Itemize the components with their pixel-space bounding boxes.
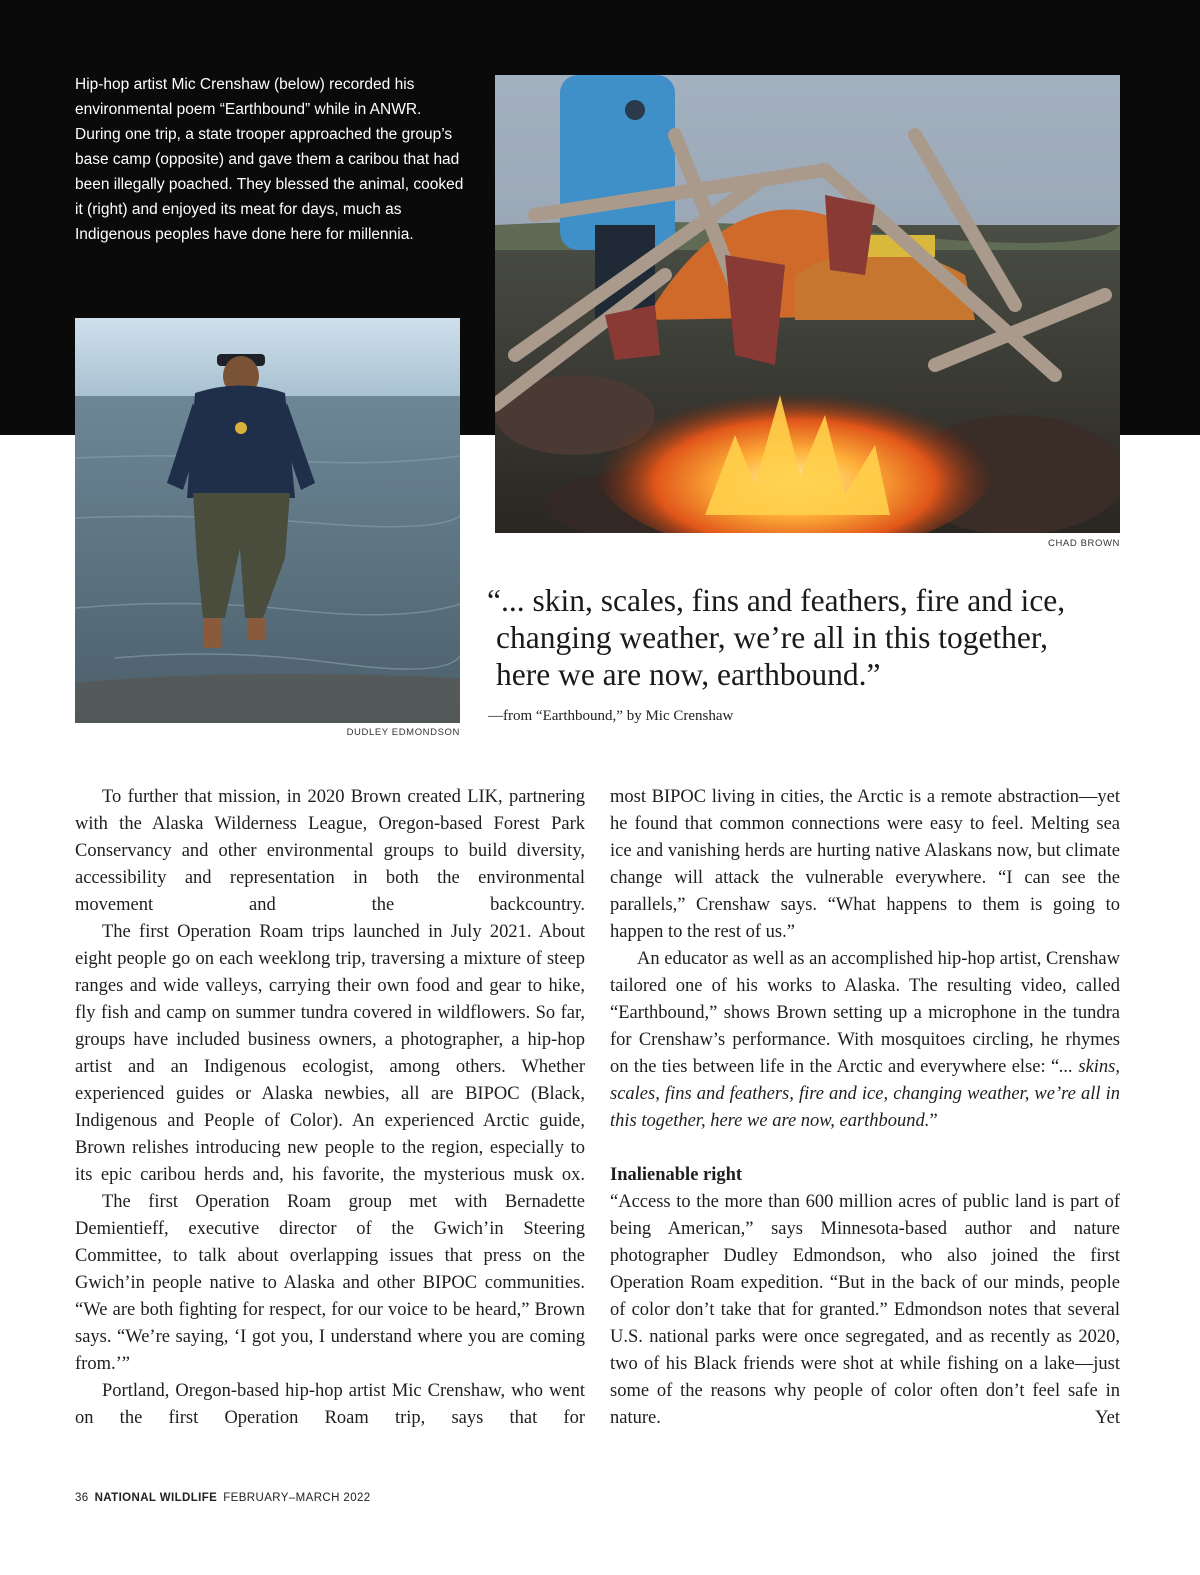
issue-date: FEBRUARY–MARCH 2022	[223, 1492, 371, 1504]
man-in-water-photo	[75, 318, 460, 723]
pull-quote-line-3: here we are now, earthbound.”	[496, 657, 881, 692]
body-column-left	[75, 784, 585, 1432]
body-paragraph-lyric	[610, 946, 1120, 1135]
body-paragraph: Portland, Oregon-based hip-hop artist Mic Crenshaw, who went on the first Operation Roam trip, says that for	[75, 1381, 585, 1428]
body-paragraph: The first Operation Roam group met with Bernadette Demientieff, executive director of the Gwich’in Steering Committee, to talk about overlapping issues that press on the Gwich’in people native to Alaska and other BIPOC communities. “We are both fighting for respect, for our voice to be heard,” Brown says. “We’re saying, ‘I got you, I understand where you are coming from.’”	[75, 1192, 585, 1374]
body-paragraph: To further that mission, in 2020 Brown created LIK, partnering with the Alaska Wilderness League, Oregon-based Forest Park Conservancy and other environmental groups to build diversity, accessibility and representation in both the environmental movement and the backcountry.	[75, 787, 585, 915]
man-in-water-illustration	[75, 318, 460, 723]
campfire-illustration	[495, 75, 1120, 533]
section-heading: Inalienable right	[610, 1165, 743, 1185]
body-paragraph: most BIPOC living in cities, the Arctic is a remote abstraction—yet he found that common connections were easy to feel. Melting sea ice and vanishing herds are hurting native Alaskans now, but climate change will attack the vulnerable everywhere. “I can see the parallels,” Crenshaw says. “What happens to them is going to happen to the rest of us.”	[610, 787, 1120, 942]
campfire-photo	[495, 75, 1120, 533]
pull-quote-attribution: —from “Earthbound,” by Mic Crenshaw	[488, 708, 734, 724]
pull-quote	[487, 582, 1127, 693]
body-column-right	[610, 784, 1120, 1432]
photo-credit-man: DUDLEY EDMONDSON	[346, 727, 460, 738]
photo-caption: Hip-hop artist Mic Crenshaw (below) recorded his environmental poem “Earthbound” while in ANWR. During one trip, a state trooper approached the group’s base camp (opposite) and gave them a caribou that had been illegally poached. They blessed the animal, cooked it (right) and enjoyed its meat for days, much as Indigenous peoples have done here for millennia.	[75, 76, 464, 243]
body-paragraph: The first Operation Roam trips launched in July 2021. About eight people go on each weeklong trip, traversing a mixture of steep ranges and wide valleys, carrying their own food and gear to hike, fly fish and camp on summer tundra covered in wildflowers. So far, groups have included business owners, a photographer, a hip-hop artist and an Indigenous ecologist, among others. Whether experienced guides or Alaska newbies, all are BIPOC (Black, Indigenous and People of Color). An experienced Arctic guide, Brown relishes introducing new people to the region, especially to its epic caribou herds and, his favorite, the mysterious musk ox.	[75, 922, 585, 1185]
pull-quote-line-1: “... skin, scales, fins and feathers, fire and ice,	[487, 583, 1066, 618]
lyric-close: ”	[929, 1111, 938, 1131]
page-number: 36	[75, 1492, 89, 1504]
photo-credit-fire: CHAD BROWN	[1048, 538, 1120, 549]
lyric-intro: An educator as well as an accomplished hip-hop artist, Crenshaw tailored one of his works to Alaska. The resulting video, called “Earthbound,” shows Brown setting up a microphone in the tundra for Crenshaw’s performance. With mosquitoes circling, he rhymes on the ties between life in the Arctic and everywhere else: “	[610, 949, 1120, 1077]
pull-quote-line-2: changing weather, we’re all in this together,	[496, 620, 1049, 655]
lyric-quote: ... skins, scales, fins and feathers, fire and ice, changing weather, we’re all in this together, here we are now, earthbound.	[610, 1057, 1120, 1131]
body-paragraph: “Access to the more than 600 million acres of public land is part of being American,” says Minnesota-based author and nature photographer Dudley Edmondson, who also joined the first Operation Roam expedition. “But in the back of our minds, people of color don’t take that for granted.” Edmondson notes that several U.S. national parks were once segregated, and as recently as 2020, two of his Black friends were shot at while fishing on a lake—just some of the reasons why people of color often don’t feel safe in nature. Yet	[610, 1192, 1120, 1428]
page-footer	[75, 1492, 371, 1504]
magazine-name: NATIONAL WILDLIFE	[94, 1492, 218, 1504]
